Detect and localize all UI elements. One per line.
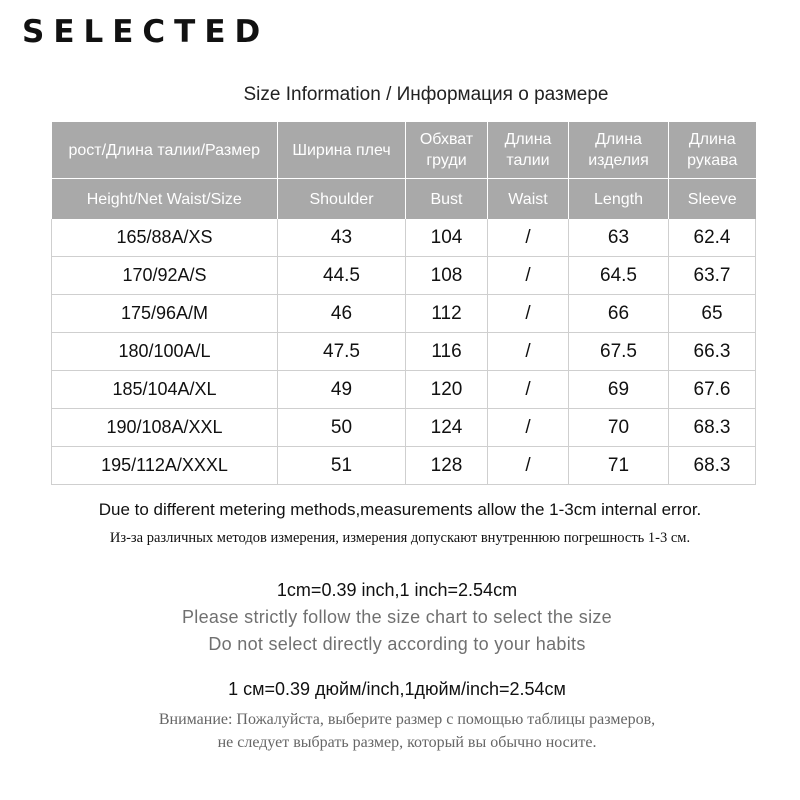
shoulder-cell: 50 xyxy=(278,409,406,447)
size-cell: 170/92A/S xyxy=(52,257,278,295)
length-cell: 63 xyxy=(569,219,669,257)
header-row-en xyxy=(52,179,756,220)
error-note-ru: Из-за различных методов измерения, измерения допускают внутреннюю погрешность 1-3 см. xyxy=(109,530,691,546)
size-cell: 180/100A/L xyxy=(52,333,278,371)
table-row xyxy=(52,333,756,371)
waist-cell: / xyxy=(488,371,569,409)
header-cell-en: Bust xyxy=(406,179,488,220)
table-row xyxy=(52,371,756,409)
error-note-en: Due to different metering methods,measurements allow the 1-3cm internal error. xyxy=(98,500,702,519)
shoulder-cell: 49 xyxy=(278,371,406,409)
waist-cell: / xyxy=(488,409,569,447)
shoulder-cell: 51 xyxy=(278,447,406,485)
waist-cell: / xyxy=(488,295,569,333)
unit-conversion: 1cm=0.39 inch,1 inch=2.54cm xyxy=(276,580,518,600)
sleeve-cell: 62.4 xyxy=(669,219,756,257)
header-row-ru xyxy=(52,122,756,179)
length-cell: 66 xyxy=(569,295,669,333)
warning-line-2: не следует выбрать размер, который вы обычно носите. xyxy=(217,734,597,751)
table-row xyxy=(52,447,756,485)
bust-cell: 116 xyxy=(406,333,488,371)
length-cell: 64.5 xyxy=(569,257,669,295)
header-cell-en: Waist xyxy=(488,179,569,220)
table-row xyxy=(52,219,756,257)
size-chart-tip: Please strictly follow the size chart to select the size xyxy=(182,607,612,627)
sleeve-cell: 68.3 xyxy=(669,447,756,485)
size-cell: 175/96A/M xyxy=(52,295,278,333)
length-cell: 71 xyxy=(569,447,669,485)
page-title: Size Information / Информация о размере xyxy=(243,84,609,105)
header-cell-ru: Длина изделия xyxy=(569,122,669,179)
bust-cell: 128 xyxy=(406,447,488,485)
shoulder-cell: 47.5 xyxy=(278,333,406,371)
sleeve-cell: 68.3 xyxy=(669,409,756,447)
habit-tip: Do not select directly according to your habits xyxy=(208,634,586,654)
sleeve-cell: 65 xyxy=(669,295,756,333)
unit-conversion-ru: 1 см=0.39 дюйм/inch,1дюйм/inch=2.54см xyxy=(228,679,566,699)
size-cell: 185/104A/XL xyxy=(52,371,278,409)
header-cell-en: Length xyxy=(569,179,669,220)
length-cell: 67.5 xyxy=(569,333,669,371)
bust-cell: 120 xyxy=(406,371,488,409)
size-cell: 190/108A/XXL xyxy=(52,409,278,447)
table-row xyxy=(52,295,756,333)
shoulder-cell: 44.5 xyxy=(278,257,406,295)
shoulder-cell: 46 xyxy=(278,295,406,333)
size-table xyxy=(51,122,756,485)
sleeve-cell: 67.6 xyxy=(669,371,756,409)
waist-cell: / xyxy=(488,257,569,295)
header-cell-en: Sleeve xyxy=(669,179,756,220)
size-cell: 165/88A/XS xyxy=(52,219,278,257)
waist-cell: / xyxy=(488,219,569,257)
bust-cell: 124 xyxy=(406,409,488,447)
header-cell-ru: рост/Длина талии/Размер xyxy=(52,122,278,179)
header-cell-ru: Ширина плеч xyxy=(278,122,406,179)
warning-line-1: Внимание: Пожалуйста, выберите размер с помощью таблицы размеров, xyxy=(158,711,656,728)
waist-cell: / xyxy=(488,333,569,371)
header-cell-en: Height/Net Waist/Size xyxy=(52,179,278,220)
brand-logo: SELECTED xyxy=(22,14,270,50)
sleeve-cell: 66.3 xyxy=(669,333,756,371)
length-cell: 70 xyxy=(569,409,669,447)
header-cell-ru: Длина талии xyxy=(488,122,569,179)
waist-cell: / xyxy=(488,447,569,485)
header-cell-ru: Обхват груди xyxy=(406,122,488,179)
sleeve-cell: 63.7 xyxy=(669,257,756,295)
table-row xyxy=(52,409,756,447)
header-cell-en: Shoulder xyxy=(278,179,406,220)
bust-cell: 108 xyxy=(406,257,488,295)
bust-cell: 104 xyxy=(406,219,488,257)
bust-cell: 112 xyxy=(406,295,488,333)
length-cell: 69 xyxy=(569,371,669,409)
header-cell-ru: Длина рукава xyxy=(669,122,756,179)
size-cell: 195/112A/XXXL xyxy=(52,447,278,485)
shoulder-cell: 43 xyxy=(278,219,406,257)
table-row xyxy=(52,257,756,295)
